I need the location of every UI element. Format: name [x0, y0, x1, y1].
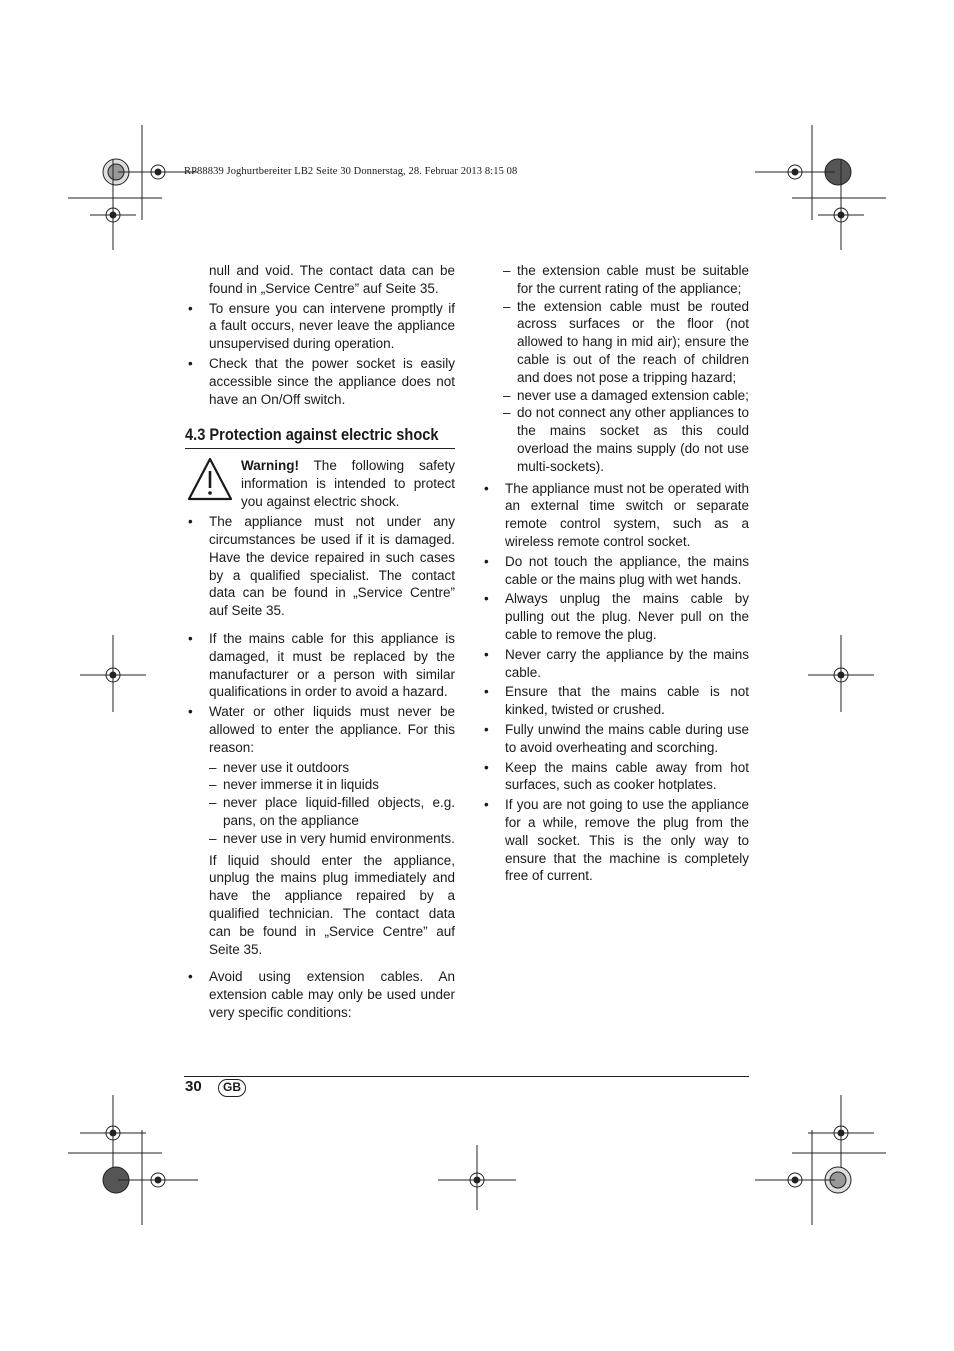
dash-item-text: the extension cable must be suitable for the current rating of the appliance;	[517, 263, 749, 296]
left-column	[185, 262, 455, 1024]
list-item	[481, 683, 749, 719]
dash-item	[209, 776, 455, 794]
dash-icon: –	[209, 759, 217, 775]
dash-item-text: never use in very humid environments.	[223, 830, 455, 846]
dash-icon: –	[503, 405, 511, 421]
list-item-text: Check that the power socket is easily accessible since the appliance does not have an On/Off switch.	[209, 355, 455, 407]
bullet-icon: •	[188, 514, 193, 530]
bullet-icon: •	[188, 704, 193, 720]
dash-icon: –	[209, 795, 217, 811]
liquid-dash-list	[209, 759, 455, 848]
list-item-text: Always unplug the mains cable by pulling out the plug. Never pull on the cable to remove the plug.	[505, 591, 749, 642]
list-item-text: Fully unwind the mains cable during use to avoid overheating and scorching.	[505, 721, 749, 755]
dash-icon: –	[209, 777, 217, 793]
dash-item	[481, 387, 749, 405]
extension-dash-list	[481, 262, 749, 476]
list-item-text: Keep the mains cable away from hot surfaces, such as cooker hotplates.	[505, 759, 749, 793]
page-number: 30	[185, 1078, 202, 1095]
dash-icon: –	[503, 387, 511, 403]
dash-item	[209, 794, 455, 830]
list-item	[185, 300, 455, 353]
warning-text: The following safety information is intended to protect you against electric shock.	[241, 458, 455, 509]
dash-item	[481, 262, 749, 298]
dash-icon: –	[503, 263, 511, 278]
dash-item	[209, 759, 455, 777]
right-column	[481, 262, 749, 887]
list-item	[185, 703, 455, 756]
warning-triangle-icon	[187, 457, 233, 501]
list-item-text: If the mains cable for this appliance is damaged, it must be replaced by the manufacturer or a person with similar qualifications in order to avoid a hazard.	[209, 630, 455, 700]
dash-icon: –	[209, 830, 217, 846]
list-item	[185, 355, 455, 408]
liquid-followup-paragraph: If liquid should enter the appliance, unplug the mains plug immediately and have the appliance repaired by a qualified technician. The contact data can be found in „Service Centre” auf Seite 35.	[209, 852, 455, 957]
bullet-icon: •	[484, 553, 489, 569]
dash-item	[209, 830, 455, 848]
dash-item-text: never place liquid-filled objects, e.g. pans, on the appliance	[223, 795, 455, 828]
list-item-text: Avoid using extension cables. An extension cable may only be used under very specific conditions:	[209, 969, 455, 1020]
list-item	[481, 759, 749, 795]
print-header: RP88839 Joghurtbereiter LB2 Seite 30 Donnerstag, 28. Februar 2013 8:15 08	[184, 166, 518, 177]
bullet-icon: •	[484, 684, 489, 700]
list-item	[481, 480, 749, 551]
bullet-icon: •	[484, 646, 489, 662]
dash-icon: –	[503, 298, 511, 314]
dash-item-text: never immerse it in liquids	[223, 777, 380, 793]
bullet-icon: •	[188, 300, 193, 316]
language-badge: GB	[218, 1079, 246, 1097]
dash-item	[481, 298, 749, 387]
dash-item-text: never use a damaged extension cable;	[517, 387, 749, 403]
footer-divider	[184, 1076, 749, 1077]
bullet-icon: •	[484, 480, 489, 496]
section-divider	[185, 448, 455, 449]
dash-item-text: never use it outdoors	[223, 759, 350, 775]
list-item	[481, 590, 749, 643]
intro-paragraph: null and void. The contact data can be found in „Service Centre” auf Seite 35.	[209, 263, 455, 296]
list-item-text: Water or other liquids must never be allowed to enter the appliance. For this reason:	[209, 704, 455, 755]
bullet-icon: •	[188, 630, 193, 646]
list-item-text: Never carry the appliance by the mains cable.	[505, 646, 749, 680]
list-item	[481, 646, 749, 682]
warning-block	[185, 457, 455, 511]
list-item	[185, 513, 455, 620]
bullet-icon: •	[484, 759, 489, 775]
bullet-icon: •	[188, 969, 193, 985]
section-title: 4.3 Protection against electric shock	[185, 425, 439, 445]
list-item-text: The appliance must not under any circumstances be used if it is damaged. Have the device repaired in such cases by a qualified specialist. The contact data can be found in „Service Centre” auf Seite 35.	[209, 514, 455, 619]
list-item-text: Ensure that the mains cable is not kinked, twisted or crushed.	[505, 684, 749, 718]
list-item-text: Do not touch the appliance, the mains cable or the mains plug with wet hands.	[505, 553, 749, 587]
list-item	[481, 796, 749, 885]
list-item	[185, 968, 455, 1021]
dash-item	[481, 404, 749, 475]
bullet-icon: •	[484, 591, 489, 607]
list-item	[481, 553, 749, 589]
list-item	[481, 721, 749, 757]
bullet-icon: •	[188, 355, 193, 371]
dash-item-text: do not connect any other appliances to the mains socket as this could overload the mains supply (do not use multi-sockets).	[517, 405, 749, 474]
bullet-icon: •	[484, 721, 489, 737]
list-item-text: The appliance must not be operated with an external time switch or separate remote control system, such as a wireless remote control socket.	[505, 480, 749, 549]
dash-item-text: the extension cable must be routed across surfaces or the floor (not allowed to hang in mid air); ensure the cable is out of the reach of children and does not pose a tripping hazard;	[517, 298, 749, 385]
list-item-text: To ensure you can intervene promptly if a fault occurs, never leave the appliance unsupervised during operation.	[209, 300, 455, 352]
list-item-text: If you are not going to use the appliance for a while, remove the plug from the wall socket. This is the only way to ensure that the machine is completely free of current.	[505, 797, 749, 884]
bullet-icon: •	[484, 797, 489, 813]
warning-label: Warning!	[241, 458, 299, 474]
list-item	[185, 630, 455, 701]
